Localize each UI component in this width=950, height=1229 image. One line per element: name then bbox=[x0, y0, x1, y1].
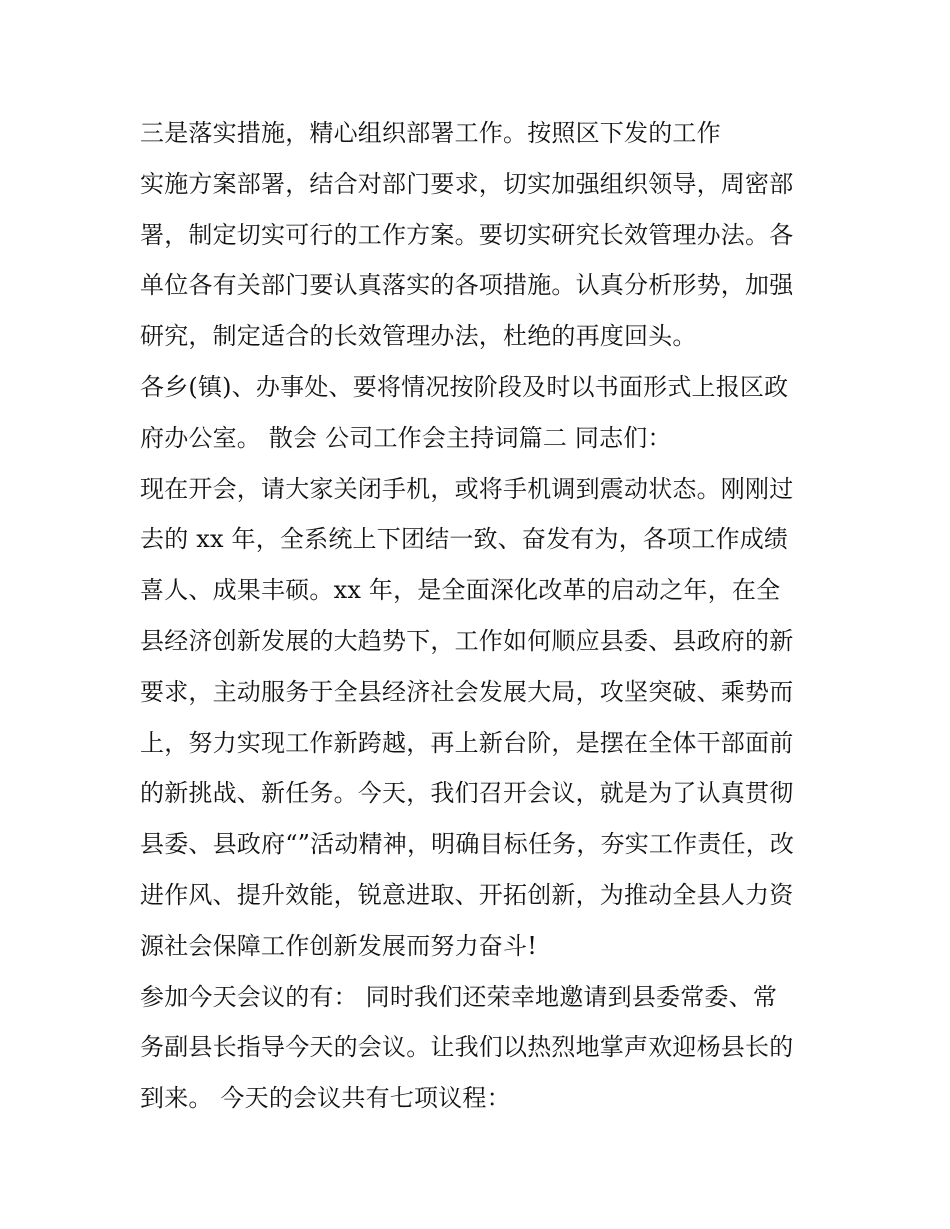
text-line: 县委、县政府“”活动精神，明确目标任务，夯实工作责任，改 bbox=[140, 830, 795, 859]
text-line: 实施方案部署，结合对部门要求，切实加强组织领导，周密部 bbox=[140, 169, 794, 198]
text-line: 参加今天会议的有： 同时我们还荣幸地邀请到县委常委、常 bbox=[140, 982, 778, 1011]
text-line: 去的 xx 年，全系统上下团结一致、奋发有为，各项工作成绩 bbox=[140, 525, 789, 554]
text-line: 现在开会，请大家关闭手机，或将手机调到震动状态。刚刚过 bbox=[140, 474, 794, 503]
text-line: 务副县长指导今天的会议。让我们以热烈地掌声欢迎杨县长的 bbox=[140, 1033, 794, 1062]
text-line: 进作风、提升效能，锐意进取、开拓创新，为推动全县人力资 bbox=[140, 880, 794, 909]
text-line: 署，制定切实可行的工作方案。要切实研究长效管理办法。各 bbox=[140, 220, 794, 249]
text-line: 到来。 今天的会议共有七项议程： bbox=[140, 1084, 511, 1113]
text-line: 各乡(镇)、办事处、要将情况按阶段及时以书面形式上报区政 bbox=[140, 372, 789, 401]
text-line: 上，努力实现工作新跨越，再上新台阶，是摆在全体干部面前 bbox=[140, 728, 794, 757]
text-line: 单位各有关部门要认真落实的各项措施。认真分析形势，加强 bbox=[140, 271, 794, 300]
text-line: 县经济创新发展的大趋势下，工作如何顺应县委、县政府的新 bbox=[140, 626, 794, 655]
text-line: 府办公室。 散会 公司工作会主持词篇二 同志们： bbox=[140, 423, 672, 452]
document-body bbox=[140, 108, 820, 1124]
text-line: 研究，制定适合的长效管理办法，杜绝的再度回头。 bbox=[140, 322, 697, 351]
text-line: 三是落实措施，精心组织部署工作。按照区下发的工作 bbox=[140, 119, 721, 147]
text-line: 源社会保障工作创新发展而努力奋斗! bbox=[140, 931, 538, 960]
text-line: 要求，主动服务于全县经济社会发展大局，攻坚突破、乘势而 bbox=[140, 677, 794, 706]
text-line: 喜人、成果丰硕。xx 年，是全面深化改革的启动之年，在全 bbox=[140, 576, 781, 605]
text-line: 的新挑战、新任务。今天，我们召开会议，就是为了认真贯彻 bbox=[140, 779, 794, 808]
